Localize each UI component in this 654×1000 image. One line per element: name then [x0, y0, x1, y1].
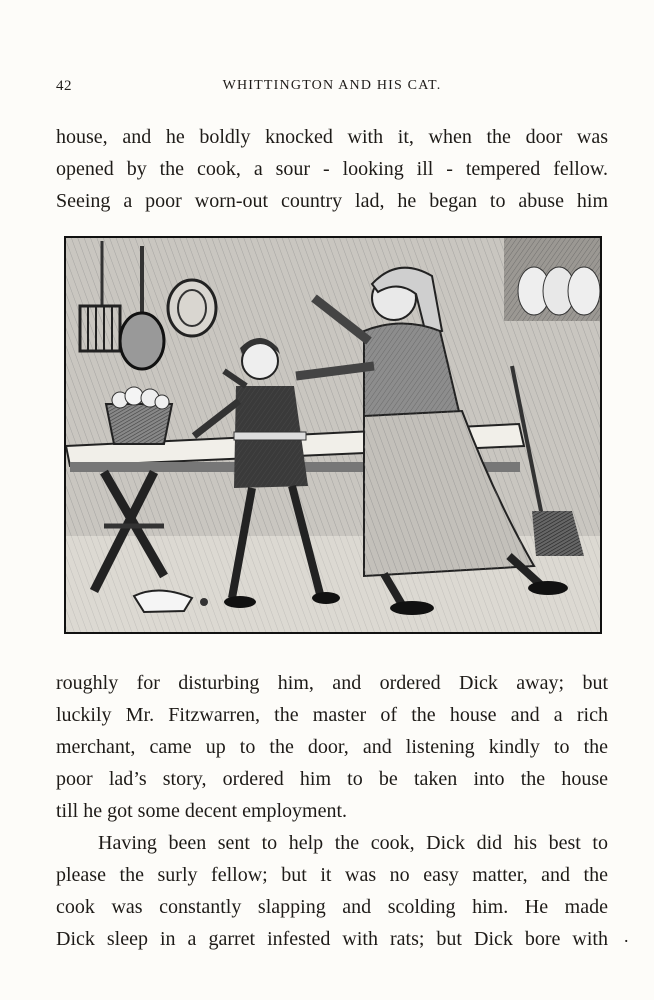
text-line: please the surly fellow; but it was no easy matter, and the: [56, 864, 608, 886]
text-line: poor lad’s story, ordered him to be taken into the house: [56, 768, 608, 790]
text-line: till he got some decent employment.: [56, 800, 348, 822]
text-line: Having been sent to help the cook, Dick did his best to: [98, 832, 608, 854]
kitchen-illustration: [64, 236, 602, 634]
page-header: [56, 78, 608, 102]
text-line: house, and he boldly knocked with it, when the door was: [56, 126, 608, 148]
text-line: merchant, came up to the door, and listening kindly to the: [56, 736, 608, 758]
text-line: Seeing a poor worn-out country lad, he began to abuse him: [56, 190, 608, 212]
text-line: roughly for disturbing him, and ordered Dick away; but: [56, 672, 608, 694]
text-line: opened by the cook, a sour - looking ill - tempered fellow.: [56, 158, 608, 180]
page-number: 42: [56, 78, 72, 94]
text-line: luckily Mr. Fitzwarren, the master of the house and a rich: [56, 704, 608, 726]
stray-mark: .: [624, 926, 629, 946]
text-line: Dick sleep in a garret infested with rats; but Dick bore with: [56, 928, 608, 950]
running-title: WHITTINGTON AND HIS CAT.: [222, 78, 442, 93]
text-line: cook was constantly slapping and scolding him. He made: [56, 896, 608, 918]
